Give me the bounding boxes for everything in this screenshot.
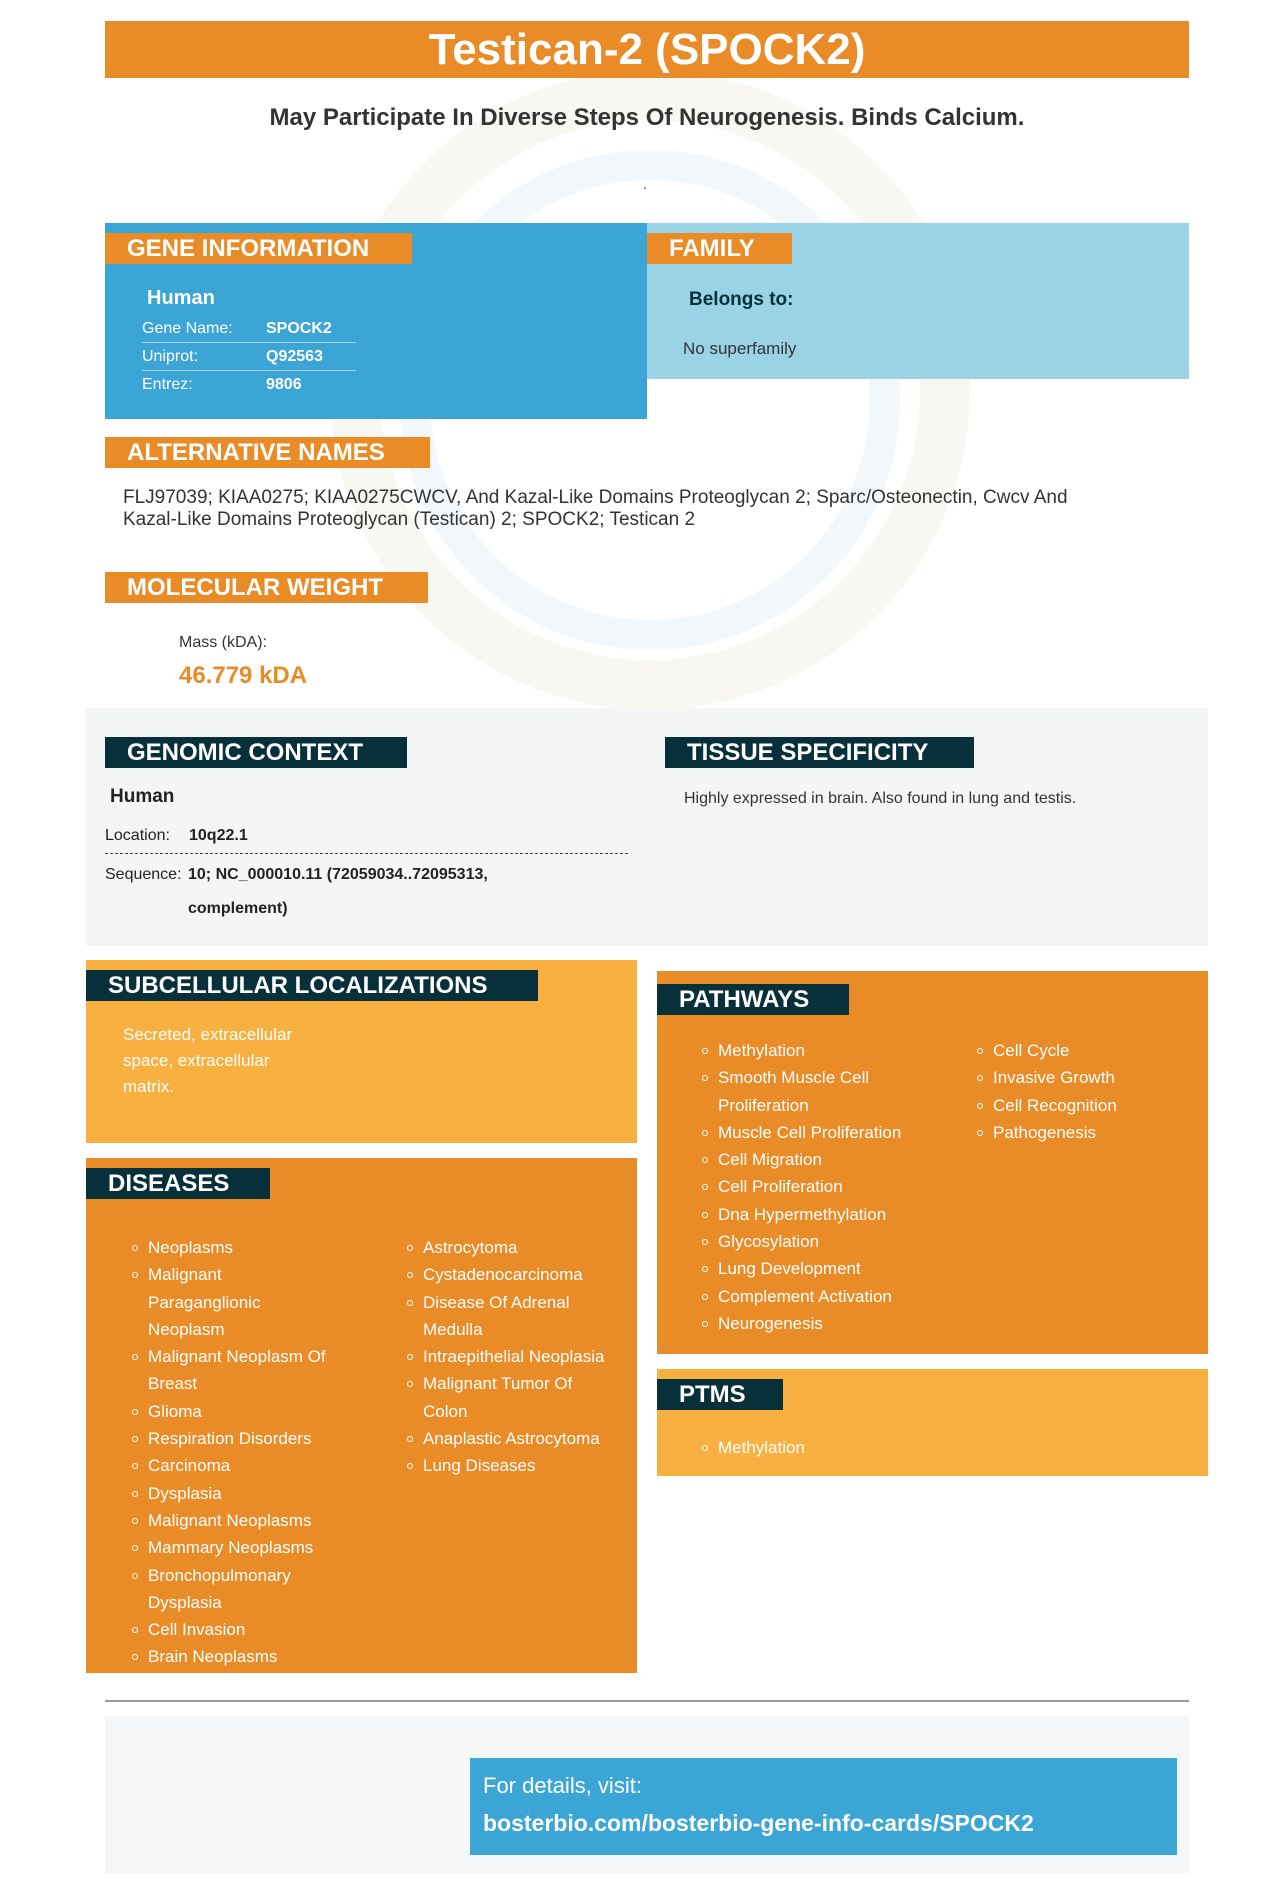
pathway-item-text: Proliferation bbox=[718, 1095, 809, 1115]
pathway-item-text: Cell Migration bbox=[718, 1150, 822, 1170]
gene-name-row bbox=[142, 315, 356, 343]
pathways-heading: PATHWAYS bbox=[657, 984, 849, 1015]
subcellular-line: space, extracellular bbox=[123, 1051, 270, 1070]
disease-item bbox=[148, 1616, 388, 1643]
family-panel bbox=[647, 223, 1189, 379]
disease-item-text: Mammary Neoplasms bbox=[148, 1538, 314, 1558]
pathway-item bbox=[718, 1173, 958, 1200]
pathways-list-col2 bbox=[965, 1037, 1213, 1146]
entrez-value: 9806 bbox=[266, 376, 302, 393]
family-belongs-label: Belongs to: bbox=[689, 289, 794, 310]
disease-item-text: Lung Diseases bbox=[423, 1456, 536, 1476]
disease-item bbox=[423, 1289, 663, 1344]
disease-item bbox=[148, 1562, 388, 1617]
alternative-names-heading: ALTERNATIVE NAMES bbox=[105, 437, 430, 468]
sequence-row bbox=[105, 858, 488, 926]
mass-value: 46.779 kDA bbox=[179, 662, 308, 689]
pathway-item bbox=[718, 1037, 958, 1064]
disease-item-text: Malignant bbox=[148, 1265, 222, 1285]
sequence-label: Sequence: bbox=[105, 866, 182, 883]
footer-divider bbox=[105, 1700, 1189, 1702]
diseases-heading: DISEASES bbox=[86, 1168, 270, 1199]
disease-item-text: Malignant Tumor Of bbox=[423, 1374, 573, 1394]
disease-item-text: Dysplasia bbox=[148, 1592, 222, 1612]
pathway-item-text: Cell Recognition bbox=[993, 1095, 1117, 1115]
gene-species: Human bbox=[147, 287, 215, 309]
tissue-specificity-heading: TISSUE SPECIFICITY bbox=[665, 737, 974, 768]
disease-item bbox=[148, 1507, 388, 1534]
pathway-item-text: Cell Proliferation bbox=[718, 1177, 843, 1197]
genomic-context-heading: GENOMIC CONTEXT bbox=[105, 737, 407, 768]
disease-item bbox=[148, 1261, 388, 1343]
pathways-list-col1 bbox=[690, 1037, 958, 1337]
disease-item-text: Neoplasm bbox=[148, 1319, 225, 1339]
pathway-item bbox=[718, 1310, 958, 1337]
page-title: Testican-2 (SPOCK2) bbox=[105, 21, 1189, 78]
sequence-value-line1: 10; NC_000010.11 (72059034..72095313, bbox=[188, 866, 488, 883]
pathway-item-text: Muscle Cell Proliferation bbox=[718, 1122, 902, 1142]
footer-details-box bbox=[470, 1758, 1177, 1855]
disease-item-text: Cell Invasion bbox=[148, 1620, 246, 1640]
pathway-item bbox=[718, 1119, 958, 1146]
subcellular-panel bbox=[86, 960, 637, 1143]
disease-item bbox=[148, 1480, 388, 1507]
molecular-weight-heading: MOLECULAR WEIGHT bbox=[105, 572, 428, 603]
disease-item bbox=[148, 1534, 388, 1561]
disease-item-text: Astrocytoma bbox=[423, 1238, 518, 1257]
pathway-item bbox=[993, 1064, 1213, 1091]
ptms-heading: PTMS bbox=[657, 1379, 783, 1410]
disease-item-text: Malignant Neoplasm Of bbox=[148, 1347, 326, 1367]
pathway-item bbox=[718, 1064, 958, 1119]
disease-item-text: Breast bbox=[148, 1374, 198, 1394]
disease-item bbox=[423, 1425, 663, 1452]
pathway-item-text: Pathogenesis bbox=[993, 1122, 1097, 1142]
uniprot-row bbox=[142, 343, 356, 371]
disease-item-text: Colon bbox=[423, 1401, 468, 1421]
pathway-item-text: Dna Hypermethylation bbox=[718, 1204, 887, 1224]
alternative-names-text: FLJ97039; KIAA0275; KIAA0275CWCV, And Kazal-Like Domains Proteoglycan 2; Sparc/Osteonectin, Cwcv And Kazal-Like Domains Proteoglycan (Testican) 2; SPOCK2; Testican 2 bbox=[123, 487, 1068, 530]
pathway-item bbox=[993, 1119, 1213, 1146]
location-label: Location: bbox=[105, 827, 170, 844]
disease-item bbox=[423, 1370, 663, 1425]
disease-item bbox=[148, 1452, 388, 1479]
disease-item-text: Anaplastic Astrocytoma bbox=[423, 1429, 600, 1449]
gene-name-value: SPOCK2 bbox=[266, 320, 332, 337]
entrez-row bbox=[142, 371, 356, 398]
disease-item bbox=[423, 1234, 663, 1261]
pathway-item bbox=[718, 1146, 958, 1173]
location-row bbox=[105, 819, 628, 854]
tissue-specificity-text: Highly expressed in brain. Also found in lung and testis. bbox=[684, 790, 1077, 807]
disease-item-text: Respiration Disorders bbox=[148, 1429, 312, 1449]
disease-item bbox=[423, 1452, 663, 1479]
genomic-species: Human bbox=[110, 786, 175, 807]
mass-label: Mass (kDA): bbox=[179, 634, 267, 651]
sequence-value-line2: complement) bbox=[188, 900, 288, 917]
uniprot-label: Uniprot: bbox=[142, 348, 199, 365]
disease-item bbox=[423, 1261, 663, 1288]
page-subtitle: May Participate In Diverse Steps Of Neurogenesis. Binds Calcium. bbox=[269, 104, 1025, 131]
pathway-item bbox=[993, 1092, 1213, 1119]
gene-information-panel bbox=[105, 223, 647, 419]
pathway-item bbox=[718, 1228, 958, 1255]
pathway-item bbox=[718, 1283, 958, 1310]
pathway-item-text: Complement Activation bbox=[718, 1286, 892, 1306]
disease-item-text: Dysplasia bbox=[148, 1483, 222, 1503]
pathway-item-text: Cell Cycle bbox=[993, 1041, 1070, 1060]
ptms-panel bbox=[657, 1369, 1208, 1476]
disease-item-text: Disease Of Adrenal bbox=[423, 1292, 570, 1312]
ptms-list bbox=[690, 1434, 1118, 1461]
disease-item bbox=[148, 1234, 388, 1261]
disease-item-text: Glioma bbox=[148, 1401, 202, 1421]
pathway-item-text: Smooth Muscle Cell bbox=[718, 1068, 870, 1088]
pathway-item-text: Glycosylation bbox=[718, 1232, 820, 1252]
disease-item-text: Neoplasms bbox=[148, 1238, 234, 1257]
subcellular-line: Secreted, extracellular bbox=[123, 1025, 293, 1044]
disease-item-text: Malignant Neoplasms bbox=[148, 1510, 312, 1530]
disease-item bbox=[148, 1343, 388, 1398]
disease-item-text: Brain Neoplasms bbox=[148, 1647, 278, 1667]
uniprot-value: Q92563 bbox=[266, 348, 323, 365]
pathway-item-text: Methylation bbox=[718, 1041, 805, 1060]
diseases-panel bbox=[86, 1158, 637, 1673]
disease-item bbox=[423, 1343, 663, 1370]
pathway-item-text: Neurogenesis bbox=[718, 1313, 823, 1333]
footer-visit-label: For details, visit: bbox=[483, 1773, 642, 1798]
location-value: 10q22.1 bbox=[189, 827, 248, 844]
diseases-list-col1 bbox=[120, 1234, 388, 1671]
pathway-item-text: Invasive Growth bbox=[993, 1068, 1115, 1088]
footer-details-link[interactable]: bosterbio.com/bosterbio-gene-info-cards/SPOCK2 bbox=[483, 1810, 1034, 1836]
gene-name-label: Gene Name: bbox=[142, 320, 233, 337]
subcellular-heading: SUBCELLULAR LOCALIZATIONS bbox=[86, 970, 538, 1001]
disease-item-text: Intraepithelial Neoplasia bbox=[423, 1347, 605, 1367]
pathway-item bbox=[718, 1255, 958, 1282]
pathways-panel bbox=[657, 971, 1208, 1354]
genomic-tissue-panel bbox=[86, 708, 1208, 946]
gene-information-heading: GENE INFORMATION bbox=[105, 233, 412, 264]
diseases-list-col2 bbox=[395, 1234, 663, 1480]
subcellular-line: matrix. bbox=[123, 1077, 174, 1096]
pathway-item bbox=[993, 1037, 1213, 1064]
family-heading: FAMILY bbox=[647, 233, 792, 264]
separator-dot: . bbox=[643, 176, 647, 192]
disease-item-text: Carcinoma bbox=[148, 1456, 231, 1476]
disease-item bbox=[148, 1398, 388, 1425]
disease-item-text: Paraganglionic bbox=[148, 1292, 261, 1312]
pathway-item-text: Lung Development bbox=[718, 1259, 861, 1279]
disease-item-text: Bronchopulmonary bbox=[148, 1565, 291, 1585]
disease-item-text: Cystadenocarcinoma bbox=[423, 1265, 583, 1285]
disease-item-text: Medulla bbox=[423, 1319, 483, 1339]
gene-info-table bbox=[142, 315, 356, 398]
family-value: No superfamily bbox=[683, 339, 797, 358]
disease-item bbox=[148, 1643, 388, 1670]
ptm-item-text: Methylation bbox=[718, 1438, 805, 1457]
ptm-item bbox=[718, 1434, 1118, 1461]
pathway-item bbox=[718, 1201, 958, 1228]
disease-item bbox=[148, 1425, 388, 1452]
entrez-label: Entrez: bbox=[142, 376, 193, 393]
